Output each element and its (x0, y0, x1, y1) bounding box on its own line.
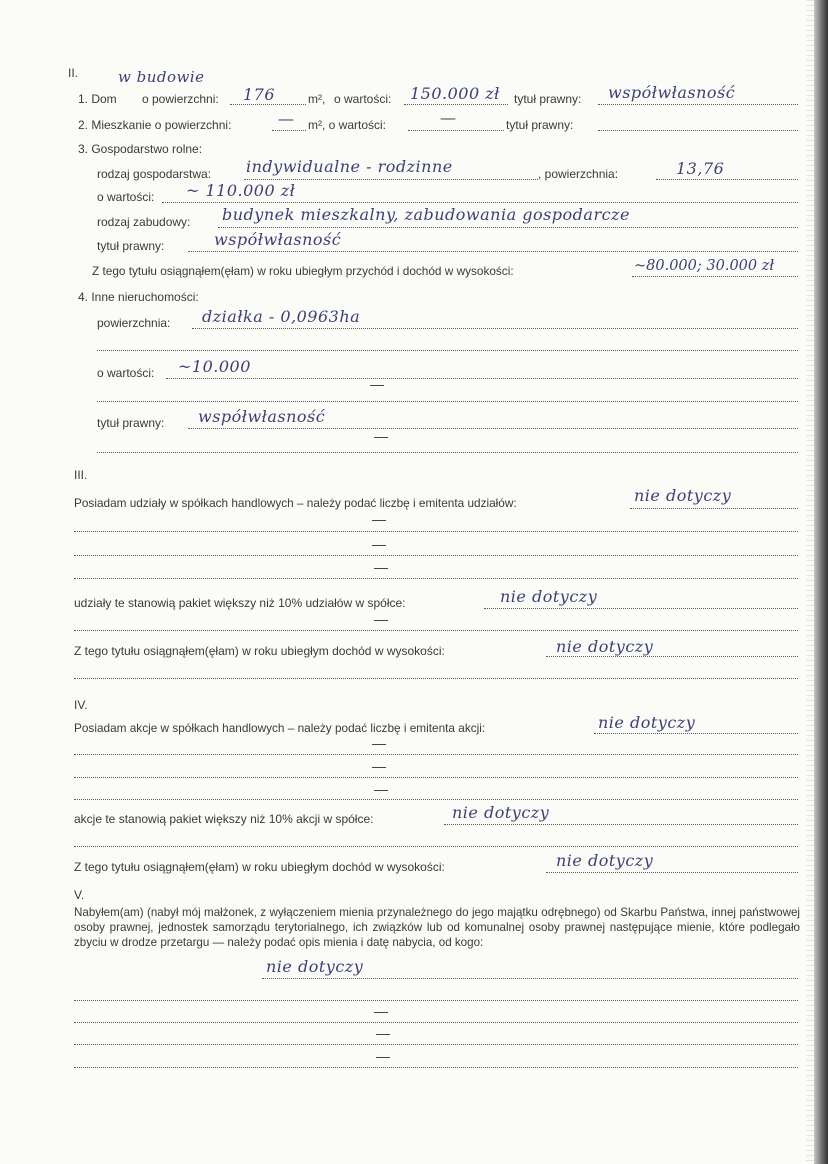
farm-label: 3. Gospodarstwo rolne: (78, 142, 203, 156)
dash-mark (370, 385, 384, 386)
farm-value-label: o wartości: (97, 190, 155, 204)
shares-line-4 (74, 578, 798, 579)
acquisition-line-2 (74, 1000, 798, 1001)
farm-income-label: Z tego tytułu osiągnąłem(ęłam) w roku ubiegłym przychód i dochód w wysokości: (92, 264, 514, 278)
stocks-answer-line (594, 733, 798, 734)
apartment-title-line (598, 130, 798, 131)
farm-building-value: budynek mieszkalny, zabudowania gospodarcze (222, 205, 630, 224)
scan-edge-shadow (814, 0, 828, 1164)
house-value-value: 150.000 zł (410, 84, 500, 103)
apartment-label: 2. Mieszkanie o powierzchni: (78, 118, 232, 132)
house-title-value: współwłasność (608, 83, 736, 102)
other-title-line-2 (97, 452, 798, 453)
dash-mark (376, 1034, 390, 1035)
farm-value-line (162, 202, 798, 203)
stocks-question: Posiadam akcje w spółkach handlowych – należy podać liczbę i emitenta akcji: (74, 721, 486, 735)
farm-type-value: indywidualne - rodzinne (246, 157, 453, 176)
dash-mark (372, 744, 386, 745)
dash-mark (372, 520, 386, 521)
stocks-line-3 (74, 777, 798, 778)
farm-income-line (632, 276, 798, 277)
dash-mark (374, 437, 388, 438)
stocks-line-4 (74, 799, 798, 800)
other-area-line (192, 328, 798, 329)
shares-income-line-2 (74, 678, 798, 679)
apartment-value-value: — (440, 108, 457, 127)
acquisition-answer: nie dotyczy (266, 957, 364, 976)
farm-title-line (188, 251, 798, 252)
apartment-area-line (272, 130, 306, 131)
house-value-label: o wartości: (334, 92, 392, 106)
farm-title-label: tytuł prawny: (97, 239, 165, 253)
other-title-value: współwłasność (198, 407, 326, 426)
acquisition-answer-line (262, 978, 798, 979)
farm-area-label: , powierzchnia: (538, 167, 619, 181)
shares-pct-line-2 (74, 630, 798, 631)
dash-mark (374, 620, 388, 621)
other-title-label: tytuł prawny: (97, 416, 165, 430)
other-value-line-2 (97, 401, 798, 402)
shares-line-2 (74, 531, 798, 532)
dash-mark (376, 1057, 390, 1058)
shares-answer: nie dotyczy (634, 486, 732, 505)
other-area-label: powierzchnia: (97, 316, 171, 330)
stocks-pct-line-2 (74, 846, 798, 847)
acquisition-line-5 (74, 1067, 798, 1068)
dash-mark (374, 568, 388, 569)
dash-mark (372, 767, 386, 768)
other-value-line (166, 378, 798, 379)
house-title-line (598, 104, 798, 105)
house-area-label: o powierzchni: (142, 92, 219, 106)
shares-income-line (546, 656, 798, 657)
stocks-line-2 (74, 754, 798, 755)
shares-pct-line (484, 608, 798, 609)
other-area-line-2 (97, 350, 798, 351)
other-area-value: działka - 0,0963ha (202, 307, 361, 326)
stocks-income-line (546, 872, 798, 873)
shares-income-answer: nie dotyczy (556, 637, 654, 656)
stocks-income-answer: nie dotyczy (556, 851, 654, 870)
handwritten-note-w-budowie: w budowie (118, 68, 205, 86)
apartment-title-label: tytuł prawny: (506, 118, 574, 132)
acquisition-text: Nabyłem(am) (nabył mój małżonek, z wyłączeniem mienia przynależnego do jego majątku odrębnego) od Skarbu Państwa, innej państwowej osoby prawnej, jednostek samorządu terytorialnego, ich związków lub od komunalnej osoby prawnej następujące mienie, które podlegało zbyciu w drodze przetargu — należy podać opis mienia i datę nabycia, od kogo: (74, 906, 800, 949)
apartment-value-label: m², o wartości: (308, 118, 387, 132)
farm-value-value: ~ 110.000 zł (186, 181, 296, 200)
house-label: 1. Dom (78, 92, 117, 106)
section-ii-label: II. (68, 66, 79, 80)
other-property-label: 4. Inne nieruchomości: (78, 290, 199, 304)
farm-area-value: 13,76 (676, 159, 725, 178)
section-iv-label: IV. (74, 698, 88, 712)
shares-question: Posiadam udziały w spółkach handlowych – należy podać liczbę i emitenta udziałów: (74, 496, 517, 510)
dash-mark (374, 790, 388, 791)
farm-income-value: ~80.000; 30.000 zł (634, 258, 775, 274)
other-title-line (188, 428, 798, 429)
shares-line-3 (74, 555, 798, 556)
acquisition-line-4 (74, 1044, 798, 1045)
apartment-area-value: — (278, 109, 295, 128)
shares-pct-question: udziały te stanowią pakiet większy niż 10% udziałów w spółce: (74, 596, 406, 610)
house-area-line (230, 104, 306, 105)
house-title-label: tytuł prawny: (514, 92, 582, 106)
stocks-answer: nie dotyczy (598, 713, 696, 732)
dash-mark (372, 545, 386, 546)
shares-pct-answer: nie dotyczy (500, 587, 598, 606)
stocks-income-question: Z tego tytułu osiągnąłem(ęłam) w roku ubiegłym dochód w wysokości: (74, 860, 445, 874)
shares-answer-line (630, 508, 798, 509)
other-value-label: o wartości: (97, 366, 155, 380)
shares-income-question: Z tego tytułu osiągnąłem(ęłam) w roku ubiegłym dochód w wysokości: (74, 644, 445, 658)
acquisition-line-3 (74, 1022, 798, 1023)
section-v-label: V. (74, 888, 85, 902)
scan-edge-texture (806, 0, 814, 1164)
other-value-value: ~10.000 (178, 357, 251, 376)
farm-area-line (656, 179, 798, 180)
farm-type-label: rodzaj gospodarstwa: (97, 167, 212, 181)
stocks-pct-question: akcje te stanowią pakiet większy niż 10% akcji w spółce: (74, 812, 374, 826)
dash-mark (374, 1012, 388, 1013)
house-m2-label: m², (308, 92, 326, 106)
stocks-pct-line (444, 824, 798, 825)
house-value-line (404, 104, 508, 105)
farm-type-line (244, 179, 538, 180)
house-area-value: 176 (243, 85, 276, 104)
farm-building-line (218, 227, 798, 228)
apartment-value-line (408, 130, 504, 131)
farm-building-label: rodzaj zabudowy: (97, 215, 191, 229)
section-iii-label: III. (74, 468, 88, 482)
farm-title-value: współwłasność (214, 230, 342, 249)
stocks-pct-answer: nie dotyczy (452, 803, 550, 822)
